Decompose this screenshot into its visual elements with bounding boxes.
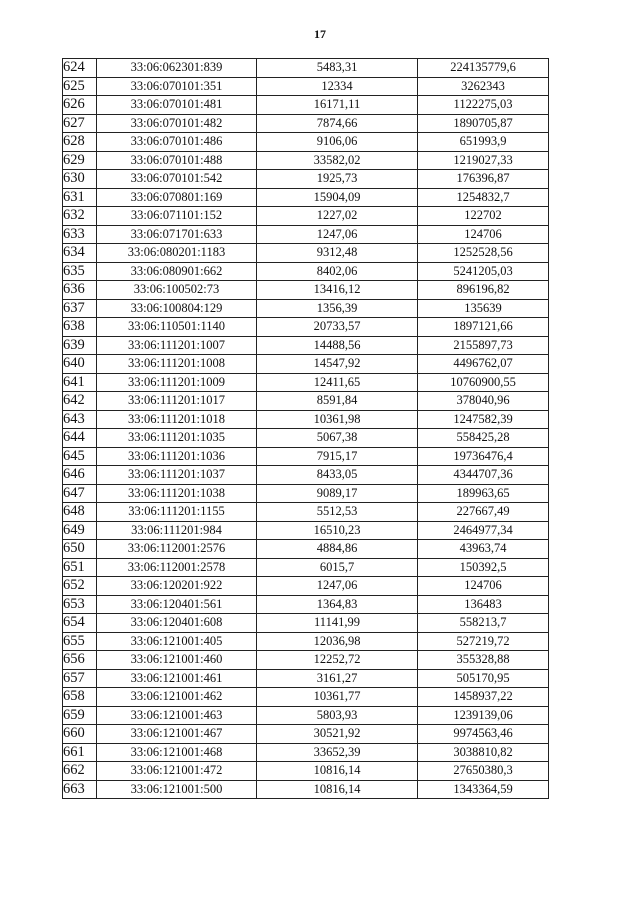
value-cell: 1458937,22 (418, 688, 549, 707)
value-cell: 10760900,55 (418, 373, 549, 392)
row-number-cell: 625 (63, 77, 97, 96)
table-row (63, 429, 549, 448)
cadastral-number-cell: 33:06:120401:561 (97, 595, 257, 614)
row-number-cell: 632 (63, 207, 97, 226)
row-number-cell: 655 (63, 632, 97, 651)
area-cell: 9089,17 (257, 484, 418, 503)
value-cell: 558425,28 (418, 429, 549, 448)
row-number-cell: 650 (63, 540, 97, 559)
table-row (63, 262, 549, 281)
row-number-cell: 634 (63, 244, 97, 263)
row-number-cell: 629 (63, 151, 97, 170)
table-row (63, 614, 549, 633)
row-number-cell: 630 (63, 170, 97, 189)
row-number-cell: 647 (63, 484, 97, 503)
cadastral-number-cell: 33:06:070101:481 (97, 96, 257, 115)
value-cell: 124706 (418, 225, 549, 244)
row-number-cell: 626 (63, 96, 97, 115)
area-cell: 1356,39 (257, 299, 418, 318)
table-row (63, 725, 549, 744)
table-row (63, 207, 549, 226)
table-row (63, 780, 549, 799)
table-row (63, 521, 549, 540)
cadastral-number-cell: 33:06:121001:460 (97, 651, 257, 670)
row-number-cell: 659 (63, 706, 97, 725)
row-number-cell: 651 (63, 558, 97, 577)
value-cell: 19736476,4 (418, 447, 549, 466)
table-row (63, 577, 549, 596)
table-row (63, 651, 549, 670)
value-cell: 1239139,06 (418, 706, 549, 725)
area-cell: 5483,31 (257, 59, 418, 78)
table-row (63, 743, 549, 762)
area-cell: 12036,98 (257, 632, 418, 651)
cadastral-number-cell: 33:06:121001:468 (97, 743, 257, 762)
row-number-cell: 657 (63, 669, 97, 688)
row-number-cell: 653 (63, 595, 97, 614)
cadastral-number-cell: 33:06:120401:608 (97, 614, 257, 633)
area-cell: 1925,73 (257, 170, 418, 189)
table-row (63, 706, 549, 725)
value-cell: 355328,88 (418, 651, 549, 670)
cadastral-number-cell: 33:06:100804:129 (97, 299, 257, 318)
area-cell: 12334 (257, 77, 418, 96)
value-cell: 9974563,46 (418, 725, 549, 744)
area-cell: 12411,65 (257, 373, 418, 392)
table-row (63, 373, 549, 392)
row-number-cell: 627 (63, 114, 97, 133)
area-cell: 11141,99 (257, 614, 418, 633)
area-cell: 9106,06 (257, 133, 418, 152)
table-row (63, 318, 549, 337)
cadastral-number-cell: 33:06:071701:633 (97, 225, 257, 244)
area-cell: 7874,66 (257, 114, 418, 133)
row-number-cell: 640 (63, 355, 97, 374)
value-cell: 122702 (418, 207, 549, 226)
value-cell: 150392,5 (418, 558, 549, 577)
table-row (63, 392, 549, 411)
value-cell: 4496762,07 (418, 355, 549, 374)
row-number-cell: 662 (63, 762, 97, 781)
cadastral-number-cell: 33:06:070101:486 (97, 133, 257, 152)
table-row (63, 466, 549, 485)
area-cell: 1364,83 (257, 595, 418, 614)
table-row (63, 762, 549, 781)
row-number-cell: 624 (63, 59, 97, 78)
table-row (63, 484, 549, 503)
cadastral-number-cell: 33:06:070101:542 (97, 170, 257, 189)
row-number-cell: 641 (63, 373, 97, 392)
row-number-cell: 648 (63, 503, 97, 522)
cadastral-number-cell: 33:06:111201:1008 (97, 355, 257, 374)
area-cell: 10361,77 (257, 688, 418, 707)
table-row (63, 170, 549, 189)
cadastral-number-cell: 33:06:121001:462 (97, 688, 257, 707)
cadastral-number-cell: 33:06:070801:169 (97, 188, 257, 207)
table-row (63, 688, 549, 707)
row-number-cell: 633 (63, 225, 97, 244)
cadastral-number-cell: 33:06:121001:405 (97, 632, 257, 651)
area-cell: 8433,05 (257, 466, 418, 485)
table-row (63, 77, 549, 96)
row-number-cell: 638 (63, 318, 97, 337)
value-cell: 27650380,3 (418, 762, 549, 781)
table-row (63, 281, 549, 300)
area-cell: 7915,17 (257, 447, 418, 466)
cadastral-number-cell: 33:06:062301:839 (97, 59, 257, 78)
row-number-cell: 631 (63, 188, 97, 207)
value-cell: 4344707,36 (418, 466, 549, 485)
area-cell: 9312,48 (257, 244, 418, 263)
area-cell: 8402,06 (257, 262, 418, 281)
area-cell: 6015,7 (257, 558, 418, 577)
area-cell: 33652,39 (257, 743, 418, 762)
value-cell: 896196,82 (418, 281, 549, 300)
area-cell: 33582,02 (257, 151, 418, 170)
area-cell: 5067,38 (257, 429, 418, 448)
cadastral-number-cell: 33:06:111201:1017 (97, 392, 257, 411)
area-cell: 4884,86 (257, 540, 418, 559)
row-number-cell: 643 (63, 410, 97, 429)
row-number-cell: 663 (63, 780, 97, 799)
cadastral-number-cell: 33:06:121001:500 (97, 780, 257, 799)
cadastral-number-cell: 33:06:121001:467 (97, 725, 257, 744)
area-cell: 3161,27 (257, 669, 418, 688)
table-row (63, 355, 549, 374)
value-cell: 1252528,56 (418, 244, 549, 263)
row-number-cell: 637 (63, 299, 97, 318)
table-row (63, 225, 549, 244)
area-cell: 16171,11 (257, 96, 418, 115)
cadastral-number-cell: 33:06:121001:463 (97, 706, 257, 725)
cadastral-number-cell: 33:06:120201:922 (97, 577, 257, 596)
area-cell: 1247,06 (257, 577, 418, 596)
value-cell: 1890705,87 (418, 114, 549, 133)
row-number-cell: 646 (63, 466, 97, 485)
table-row (63, 503, 549, 522)
table-row (63, 447, 549, 466)
value-cell: 1247582,39 (418, 410, 549, 429)
table-row (63, 299, 549, 318)
cadastral-number-cell: 33:06:070101:351 (97, 77, 257, 96)
value-cell: 1897121,66 (418, 318, 549, 337)
cadastral-number-cell: 33:06:111201:1007 (97, 336, 257, 355)
cadastral-number-cell: 33:06:070101:482 (97, 114, 257, 133)
value-cell: 5241205,03 (418, 262, 549, 281)
area-cell: 13416,12 (257, 281, 418, 300)
area-cell: 10816,14 (257, 780, 418, 799)
row-number-cell: 661 (63, 743, 97, 762)
table-row (63, 59, 549, 78)
value-cell: 505170,95 (418, 669, 549, 688)
row-number-cell: 660 (63, 725, 97, 744)
row-number-cell: 642 (63, 392, 97, 411)
cadastral-table (62, 58, 549, 799)
table-row (63, 410, 549, 429)
value-cell: 3262343 (418, 77, 549, 96)
table-row (63, 114, 549, 133)
area-cell: 1247,06 (257, 225, 418, 244)
value-cell: 1343364,59 (418, 780, 549, 799)
table-row (63, 188, 549, 207)
table-row (63, 96, 549, 115)
cadastral-number-cell: 33:06:111201:1018 (97, 410, 257, 429)
cadastral-number-cell: 33:06:121001:472 (97, 762, 257, 781)
value-cell: 176396,87 (418, 170, 549, 189)
value-cell: 2155897,73 (418, 336, 549, 355)
area-cell: 14488,56 (257, 336, 418, 355)
area-cell: 15904,09 (257, 188, 418, 207)
cadastral-number-cell: 33:06:080201:1183 (97, 244, 257, 263)
cadastral-number-cell: 33:06:110501:1140 (97, 318, 257, 337)
area-cell: 10361,98 (257, 410, 418, 429)
row-number-cell: 636 (63, 281, 97, 300)
cadastral-number-cell: 33:06:100502:73 (97, 281, 257, 300)
cadastral-number-cell: 33:06:111201:1038 (97, 484, 257, 503)
row-number-cell: 656 (63, 651, 97, 670)
cadastral-number-cell: 33:06:112001:2576 (97, 540, 257, 559)
row-number-cell: 628 (63, 133, 97, 152)
cadastral-number-cell: 33:06:112001:2578 (97, 558, 257, 577)
area-cell: 10816,14 (257, 762, 418, 781)
table-row (63, 595, 549, 614)
cadastral-number-cell: 33:06:111201:1036 (97, 447, 257, 466)
area-cell: 1227,02 (257, 207, 418, 226)
value-cell: 135639 (418, 299, 549, 318)
cadastral-number-cell: 33:06:111201:1009 (97, 373, 257, 392)
value-cell: 227667,49 (418, 503, 549, 522)
table-row (63, 133, 549, 152)
page-number: 17 (314, 27, 326, 41)
row-number-cell: 649 (63, 521, 97, 540)
area-cell: 12252,72 (257, 651, 418, 670)
cadastral-number-cell: 33:06:111201:1037 (97, 466, 257, 485)
cadastral-number-cell: 33:06:111201:984 (97, 521, 257, 540)
value-cell: 558213,7 (418, 614, 549, 633)
row-number-cell: 652 (63, 577, 97, 596)
row-number-cell: 645 (63, 447, 97, 466)
table-row (63, 669, 549, 688)
table-row (63, 632, 549, 651)
table-row (63, 244, 549, 263)
table-row (63, 558, 549, 577)
table-row (63, 336, 549, 355)
table-row (63, 540, 549, 559)
cadastral-number-cell: 33:06:111201:1155 (97, 503, 257, 522)
area-cell: 8591,84 (257, 392, 418, 411)
value-cell: 527219,72 (418, 632, 549, 651)
area-cell: 16510,23 (257, 521, 418, 540)
row-number-cell: 658 (63, 688, 97, 707)
value-cell: 136483 (418, 595, 549, 614)
area-cell: 14547,92 (257, 355, 418, 374)
row-number-cell: 644 (63, 429, 97, 448)
value-cell: 1219027,33 (418, 151, 549, 170)
row-number-cell: 654 (63, 614, 97, 633)
cadastral-number-cell: 33:06:071101:152 (97, 207, 257, 226)
value-cell: 3038810,82 (418, 743, 549, 762)
row-number-cell: 639 (63, 336, 97, 355)
value-cell: 651993,9 (418, 133, 549, 152)
cadastral-number-cell: 33:06:111201:1035 (97, 429, 257, 448)
value-cell: 1122275,03 (418, 96, 549, 115)
value-cell: 224135779,6 (418, 59, 549, 78)
table-row (63, 151, 549, 170)
cadastral-number-cell: 33:06:070101:488 (97, 151, 257, 170)
area-cell: 5803,93 (257, 706, 418, 725)
value-cell: 189963,65 (418, 484, 549, 503)
area-cell: 30521,92 (257, 725, 418, 744)
table-body (63, 59, 549, 799)
area-cell: 20733,57 (257, 318, 418, 337)
cadastral-number-cell: 33:06:080901:662 (97, 262, 257, 281)
value-cell: 2464977,34 (418, 521, 549, 540)
value-cell: 43963,74 (418, 540, 549, 559)
value-cell: 378040,96 (418, 392, 549, 411)
cadastral-number-cell: 33:06:121001:461 (97, 669, 257, 688)
area-cell: 5512,53 (257, 503, 418, 522)
value-cell: 124706 (418, 577, 549, 596)
value-cell: 1254832,7 (418, 188, 549, 207)
row-number-cell: 635 (63, 262, 97, 281)
